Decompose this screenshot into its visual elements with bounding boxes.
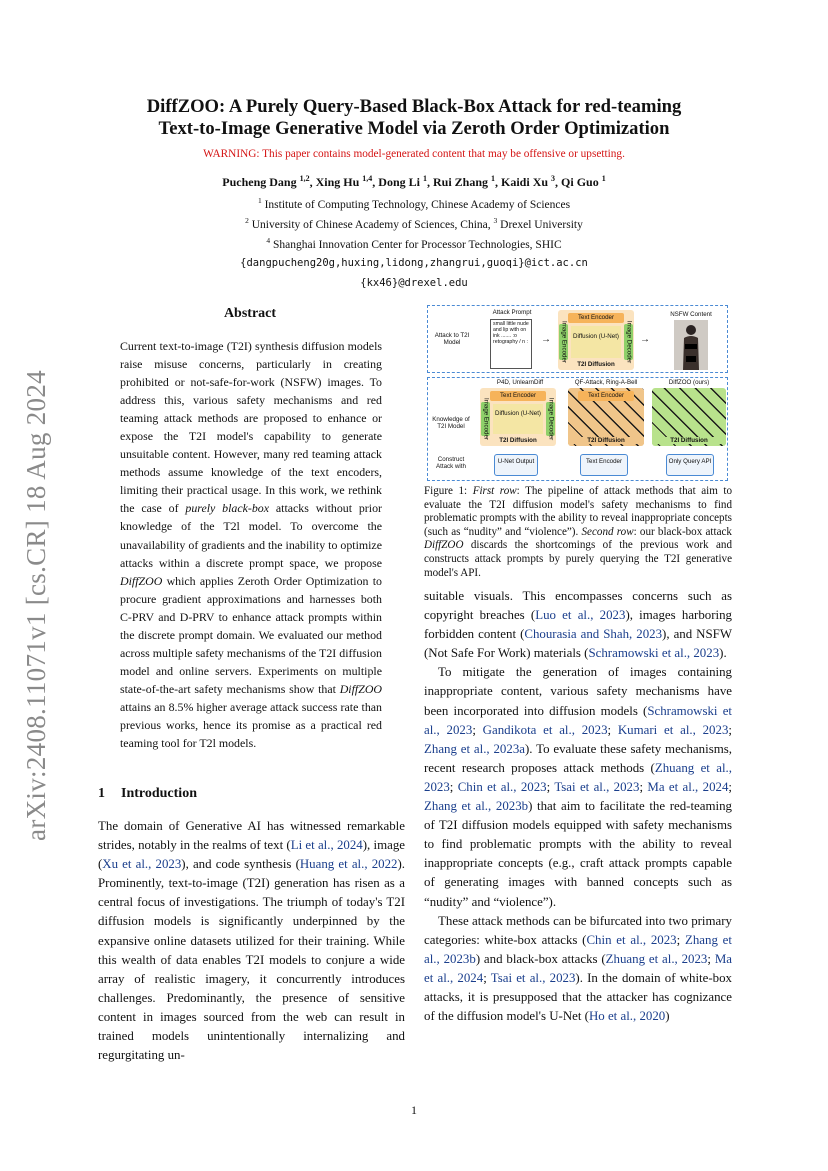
- citation-link[interactable]: Tsai et al., 2023: [554, 779, 640, 794]
- arxiv-identifier: [14, 360, 58, 850]
- citation-link[interactable]: Luo et al., 2023: [535, 608, 626, 623]
- text-encoder-box: Text Encoder: [580, 454, 628, 476]
- section-title: Introduction: [121, 786, 197, 801]
- image-encoder-bar: [559, 321, 568, 363]
- body-text: ) and black-box attacks (: [475, 951, 606, 966]
- image-decoder-label: Image Decoder: [625, 320, 632, 364]
- body-text: ), and code synthesis (: [181, 857, 300, 872]
- abstract-emphasis: purely black-box: [185, 501, 270, 516]
- row3-label: Construct Attack with: [436, 456, 466, 470]
- affiliation-2: [80, 216, 748, 231]
- text-encoder-bar: Text Encoder: [490, 391, 546, 401]
- body-text: ), images harboring forbidden content (: [424, 608, 732, 642]
- abstract-body: [120, 337, 382, 752]
- citation-link[interactable]: Gandikota et al., 2023: [482, 722, 608, 737]
- separator: ;: [472, 722, 483, 737]
- right-column-text: [424, 587, 732, 1026]
- affil-sup: 4: [266, 236, 271, 245]
- paper-title: [80, 96, 748, 140]
- figure-row-2: [427, 377, 728, 481]
- column-title-gray-box: QF-Attack, Ring-A-Bell: [574, 379, 638, 386]
- affil-text: Drexel University: [500, 218, 583, 231]
- t2i-diffusion-label: T2I Diffusion: [568, 437, 644, 444]
- t2i-diffusion-label: T2I Diffusion: [652, 437, 726, 444]
- section-heading: [98, 786, 197, 802]
- citation-link[interactable]: Schramowski et al., 2023: [424, 703, 732, 737]
- body-text: ) that aim to facilitate the red-teaming of T2I diffusion models equipped with safety mechanisms to find problematic prompts with the ability to reveal inappropriate concepts (e.g., craft attack prompts capable of generating images with banned concepts such as “nudity” and “violence”).: [424, 799, 732, 909]
- separator: ;: [483, 970, 491, 985]
- citation-link[interactable]: Chourasia and Shah, 2023: [524, 627, 663, 642]
- caption-emphasis: First row: [472, 485, 517, 497]
- arrow-icon: →: [640, 334, 650, 345]
- separator: ;: [449, 779, 458, 794]
- author-sup: 1: [422, 174, 427, 183]
- author-name: Dong Li: [378, 175, 420, 189]
- image-encoder-label: Image Encoder: [560, 321, 567, 363]
- t2i-diffusion-label: T2I Diffusion: [499, 437, 537, 444]
- row1-label: Attack to T2I Model: [434, 332, 470, 346]
- author-sup: 1,2: [299, 174, 310, 183]
- citation-link[interactable]: Ma et al., 2024: [424, 951, 732, 985]
- column-title-ours: DiffZOO (ours): [668, 379, 710, 386]
- abstract-emphasis: DiffZOO: [120, 573, 163, 588]
- figure-caption: [424, 485, 732, 580]
- text-encoder-bar: Text Encoder: [578, 391, 634, 401]
- content-warning: WARNING: This paper contains model-generated content that may be offensive or upsetting.: [203, 148, 625, 160]
- paragraph: [424, 663, 732, 911]
- separator: ;: [546, 779, 555, 794]
- citation-link[interactable]: Huang et al., 2022: [299, 857, 398, 872]
- citation-link[interactable]: Zhang et al., 2023b: [424, 799, 529, 814]
- title-line-1: DiffZOO: A Purely Query-Based Black-Box Attack for red-teaming: [146, 96, 682, 117]
- caption-emphasis: DiffZOO: [424, 539, 464, 552]
- t2i-diffusion-label: T2I Diffusion: [577, 361, 615, 368]
- abstract-emphasis: DiffZOO: [339, 681, 382, 696]
- citation-link[interactable]: Li et al., 2024: [290, 838, 363, 853]
- citation-link[interactable]: Chin et al., 2023: [586, 932, 677, 947]
- separator: ;: [707, 951, 715, 966]
- body-text: ). Prominently, text-to-image (T2I) generation has risen as a central focus of investigations. The triumph of today's T2I diffusion models is significantly underpinned by the expansive online datasets utilized for their training. While this wealth of data enables T2I models to conjure a wide array of realistic imagery, it concurrently introduces challenges. Predominantly, the presence of sensitive content in images sourced from the web can result in trained models unintentionally internalizing and regurgitating un-: [98, 857, 405, 1063]
- black-box-model: [652, 388, 726, 446]
- citation-link[interactable]: Kumari et al., 2023: [617, 722, 729, 737]
- image-decoder-label: Image Decoder: [547, 397, 554, 441]
- diffusion-core: Diffusion (U-Net): [571, 326, 621, 358]
- citation-link[interactable]: Zhang et al., 2023a: [424, 741, 525, 756]
- attack-prompt-label: Attack Prompt: [492, 309, 532, 316]
- separator: ;: [728, 779, 732, 794]
- author-name: Kaidi Xu: [501, 175, 549, 189]
- affil-sup: 1: [257, 196, 262, 205]
- caption-label: Figure 1:: [424, 485, 468, 497]
- abstract-heading: Abstract: [223, 306, 277, 321]
- body-text: The domain of Generative AI has witnessed remarkable strides, notably in the realms of text (: [98, 819, 405, 853]
- separator: ;: [639, 779, 648, 794]
- t2i-model-stack: [558, 310, 634, 370]
- image-encoder-bar: [481, 398, 490, 440]
- author-name: Rui Zhang: [432, 175, 489, 189]
- affil-text: Institute of Computing Technology, Chinese Academy of Sciences: [264, 198, 571, 211]
- attack-prompt-box: small little nude and lip with on ink ....... :o retography / n :: [490, 319, 532, 369]
- nsfw-content-image: [674, 320, 708, 370]
- author-name: Qi Guo: [561, 175, 599, 189]
- abstract-text: which applies Zeroth Order Optimization to procure gradient approximations and harnesses both C-PRV and D-PRV to enhance attack prompts within the discrete prompt domain. We evaluated our method across multiple safety mechanisms of the T2I diffusion model and online servers. Experiments on multiple state-of-the-art safety mechanisms show that: [120, 573, 382, 696]
- author-sup: 1: [491, 174, 496, 183]
- affil-sup: 2: [245, 216, 249, 225]
- separator: ;: [728, 722, 732, 737]
- image-decoder-bar: [624, 320, 633, 364]
- body-text: These attack methods can be bifurcated into two primary categories: white-box attacks (: [424, 913, 732, 947]
- affiliation-4: [80, 236, 748, 251]
- separator: ;: [607, 722, 618, 737]
- author-name: Xing Hu: [315, 175, 360, 189]
- white-box-model: [480, 388, 556, 446]
- citation-link[interactable]: Ho et al., 2020: [588, 1009, 666, 1024]
- abstract-text: attains an 8.5% higher average attack success rate than previous works, hence its promise as a practical red teaming tool for T2l models.: [120, 699, 382, 751]
- caption-text: : The pipeline of attack methods that aim to evaluate the T2I diffusion model's safety mechanisms to find problematic prompts with the ability to reveal inappropriate concepts (such as “nudity” and “violence”).: [424, 485, 733, 538]
- affil-text: Shanghai Innovation Center for Processor Technologies, SHIC: [272, 238, 562, 251]
- email-ict: {dangpucheng20g,huxing,lidong,zhangrui,guoqi}@ict.ac.cn: [240, 257, 588, 269]
- diffusion-core: Diffusion (U-Net): [493, 404, 543, 434]
- citation-link[interactable]: Xu et al., 2023: [102, 857, 182, 872]
- abstract-text: attacks without prior knowledge of the T2l model. To overcome the unavailability of gradients and the inability to optimize attacks within a discrete prompt space, we propose: [120, 501, 382, 570]
- body-text: ). To evaluate these safety mechanisms, recent research proposes attack methods (: [424, 741, 732, 775]
- paragraph: [424, 587, 732, 663]
- image-encoder-label: Image Encoder: [482, 398, 489, 440]
- title-line-2: Text-to-Image Generative Model via Zeroth Order Optimization: [158, 118, 670, 139]
- arxiv-text: arXiv:2408.11071v1 [cs.CR] 18 Aug 2024: [20, 369, 51, 841]
- citation-link[interactable]: Tsai et al., 2023: [490, 970, 576, 985]
- caption-emphasis: Second row: [581, 525, 634, 538]
- gray-box-model: [568, 388, 644, 446]
- intro-paragraph: [98, 817, 405, 1065]
- page-number: 1: [411, 1103, 417, 1117]
- body-text: ). In the domain of white-box attacks, it is presupposed that the attacker has cognizance of the diffusion model's U-Net (: [424, 970, 732, 1024]
- citation-link[interactable]: Chin et al., 2023: [457, 779, 547, 794]
- affiliation-1: [80, 196, 748, 211]
- affil-sup: 3: [493, 216, 498, 225]
- censored-person-icon: [674, 320, 708, 370]
- author-list: Pucheng Dang $^{1,2}$, Xing Hu $^{1,4}$, Dong Li $^1$, Rui Zhang $^1$, Kaidi Xu $^3$, Qi Guo $^1$: [222, 174, 606, 189]
- column-title-white-box: P4D, UnlearnDiff: [496, 379, 544, 386]
- separator: ;: [676, 932, 685, 947]
- body-text: ): [665, 1009, 670, 1024]
- section-number: 1: [98, 786, 105, 801]
- figure-1: [424, 305, 731, 483]
- author-sup: 1: [601, 174, 606, 183]
- only-query-api-box: Only Query API: [666, 454, 714, 476]
- figure-row-1: [427, 305, 728, 373]
- citation-link[interactable]: Ma et al., 2024: [647, 779, 729, 794]
- body-text: ).: [719, 646, 727, 661]
- body-text: To mitigate the generation of images containing inappropriate content, various safety mechanisms have been incorporated into diffusion models (: [424, 665, 732, 718]
- citation-link[interactable]: Zhuang et al., 2023: [605, 951, 708, 966]
- citation-link[interactable]: Schramowski et al., 2023: [588, 646, 720, 661]
- arrow-icon: →: [541, 334, 551, 345]
- author-sup: 1,4: [362, 174, 373, 183]
- unet-output-box: U-Net Output: [494, 454, 538, 476]
- citation-link[interactable]: Zhang et al., 2023b: [424, 932, 732, 966]
- body-text: ), image (: [98, 838, 405, 872]
- author-name: Pucheng Dang: [222, 175, 297, 189]
- abstract-text: Current text-to-image (T2I) synthesis diffusion models raise misuse concerns, particularly in creating prohibited or not-safe-for-work (NSFW) images. To address this, various safety mechanisms and red teaming attack methods are proposed to enhance or expose the T2I model's capability to generate unsuitable content. However, many red teaming attack methods assume knowledge of the text encoders, limiting their practical usage. In this work, we rethink the case of: [120, 339, 382, 516]
- nsfw-content-label: NSFW Content: [670, 311, 712, 318]
- caption-text: : our black-box attack: [633, 525, 732, 538]
- citation-link[interactable]: Zhuang et al., 2023: [424, 760, 733, 794]
- body-text: suitable visuals. This encompasses concerns such as copyright breaches (: [424, 589, 732, 623]
- body-text: ), and NSFW (Not Safe For Work) materials (: [424, 627, 732, 661]
- image-decoder-bar: [546, 397, 555, 441]
- paragraph: [424, 912, 732, 1027]
- text-encoder-bar: Text Encoder: [568, 313, 624, 323]
- email-drexel: {kx46}@drexel.edu: [360, 277, 468, 289]
- caption-text: discards the shortcomings of the previous work and constructs attack prompts by purely querying the T2I generative model's API.: [424, 539, 732, 579]
- author-sup: 3: [551, 174, 556, 183]
- affil-text: University of Chinese Academy of Sciences, China,: [251, 218, 491, 231]
- row2-label: Knowledge of T2I Model: [432, 416, 470, 430]
